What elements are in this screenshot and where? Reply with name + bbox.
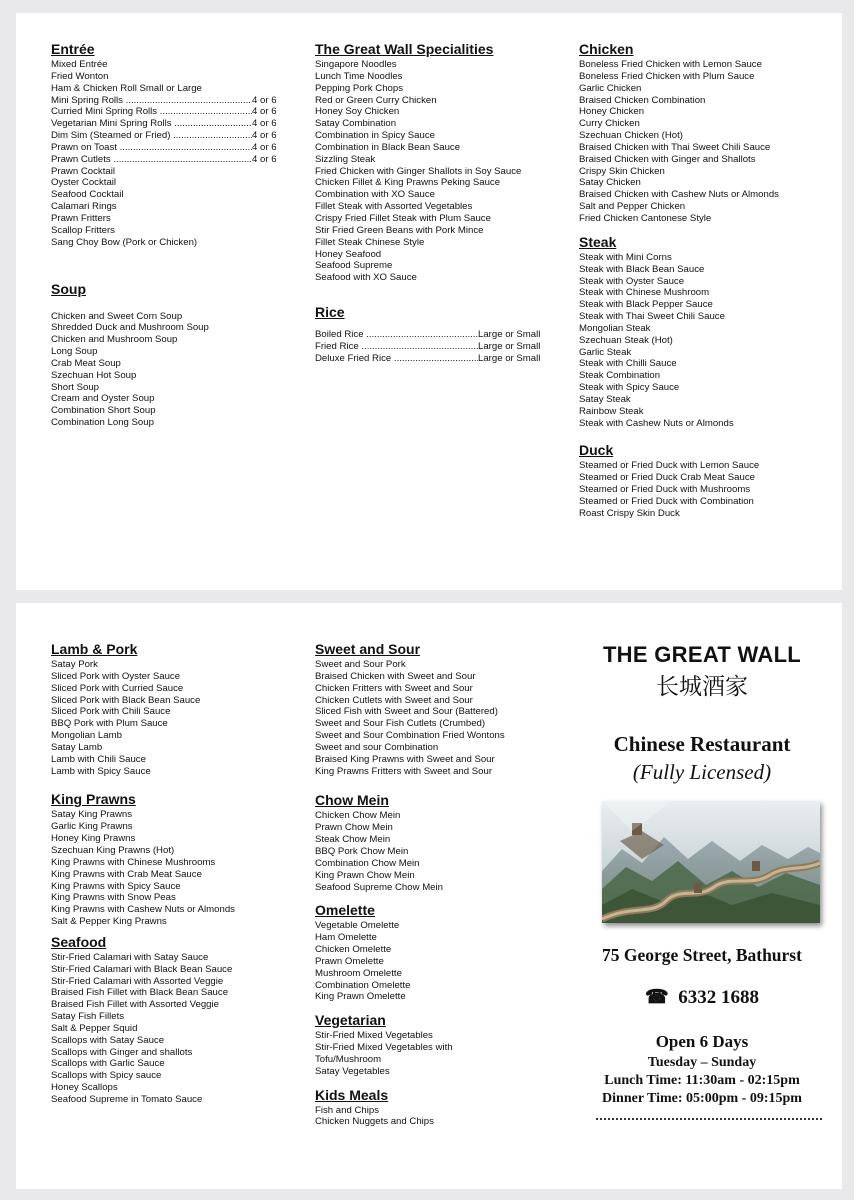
menu-item: Chicken Fillet & King Prawns Peking Sauce [315,177,501,189]
section-title-rice: Rice [315,304,345,321]
menu-item: Calamari Rings [51,201,117,213]
menu-item: Boneless Fried Chicken with Plum Sauce [579,70,755,82]
menu-column-3 [579,41,829,520]
section-vegetarian [315,1012,565,1077]
menu-item: Scallops with Spicy sauce [51,1070,162,1082]
menu-item: Steak Combination [579,370,661,382]
menu-item: Tofu/Mushroom [315,1053,382,1065]
section-omelette [315,902,565,1003]
menu-item: Prawn Cocktail [51,165,115,177]
menu-item: Roast Crispy Skin Duck [579,507,680,519]
menu-item: Garlic King Prawns [51,821,133,833]
menu-item: Long Soup [51,346,98,358]
menu-item: Satay Steak [579,393,631,405]
great-wall-painting [602,801,820,923]
menu-item: Satay Vegetables [315,1065,390,1077]
menu-item: Steak with Cashew Nuts or Almonds [579,417,734,429]
dotted-divider [596,1118,822,1120]
menu-item: Sang Choy Bow (Pork or Chicken) [51,236,198,248]
menu-item-priced: Prawn on Toast ..... 4 or 6 [51,142,301,154]
menu-item: Mixed Entrée [51,59,108,70]
menu-item: Honey Scallops [51,1082,118,1094]
menu-item-priced: Dim Sim (Steamed or Fried) ..... 4 or 6 [51,130,301,142]
menu-item: Chicken and Sweet Corn Soup [51,310,183,322]
menu-item: Sliced Pork with Black Bean Sauce [51,694,201,706]
menu-item: Stir-Fried Mixed Vegetables with [315,1042,453,1054]
menu-item: Sweet and Sour Combination Fried Wontons [315,730,505,742]
section-duck [579,442,829,519]
menu-item: Ham Omelette [315,932,377,944]
section-title-entree: Entrée [51,41,95,57]
menu-item: Braised Chicken with Sweet and Sour [315,670,476,682]
section-king-prawns [51,791,301,927]
menu-item: Seafood Cocktail [51,189,124,201]
menu-item: Prawn Omelette [315,955,384,967]
menu-item: Sliced Pork with Chili Sauce [51,706,171,718]
menu-item: Chicken Fritters with Sweet and Sour [315,682,473,694]
menu-item: Scallops with Ginger and shallots [51,1046,193,1058]
menu-item: BBQ Pork with Plum Sauce [51,718,168,730]
menu-item: Steak with Chinese Mushroom [579,287,710,299]
section-title-lamb-pork: Lamb & Pork [51,641,138,657]
menu-item: Satay Fish Fillets [51,1011,125,1023]
menu-column-1 [51,41,301,429]
menu-column-5 [315,641,565,1128]
menu-item: Lamb with Spicy Sauce [51,765,151,777]
menu-item: Shredded Duck and Mushroom Soup [51,322,209,334]
menu-item: Combination Chow Mein [315,857,420,869]
menu-item: Fried Chicken with Ginger Shallots in Soy Sauce [315,165,522,177]
menu-item: Salt & Pepper King Prawns [51,916,167,928]
section-steak [579,234,829,430]
section-title-king-prawns: King Prawns [51,791,136,808]
section-title-chow-mein: Chow Mein [315,792,389,809]
menu-item: Braised Fish Fillet with Black Bean Sauce [51,987,229,999]
menu-item-priced: Boiled Rice ..... Large or Small [315,329,565,341]
menu-item: Fillet Steak Chinese Style [315,236,425,248]
menu-item: Steamed or Fried Duck with Lemon Sauce [579,460,760,472]
menu-item: Honey Seafood [315,248,382,260]
menu-item-priced: Vegetarian Mini Spring Rolls ..... 4 or 6 [51,118,301,130]
menu-item-priced: Curried Mini Spring Rolls ..... 4 or 6 [51,106,301,118]
menu-item: Ham & Chicken Roll Small or Large [51,82,202,94]
menu-item: Crispy Skin Chicken [579,165,665,177]
menu-item: Lamb with Chili Sauce [51,753,146,765]
menu-item: Braised Chicken with Thai Sweet Chili Sauce [579,141,771,153]
lunch-hours: Lunch Time: 11:30am - 02:15pm [604,1073,800,1088]
dinner-hours: Dinner Time: 05:00pm - 09:15pm [602,1091,802,1106]
menu-item: King Prawns with Chinese Mushrooms [51,856,216,868]
menu-item: Honey Chicken [579,106,645,118]
menu-item: Crab Meat Soup [51,357,121,369]
menu-item: Seafood with XO Sauce [315,272,417,284]
menu-item: Sizzling Steak [315,153,376,165]
menu-item: Satay Chicken [579,177,641,189]
menu-item: Steamed or Fried Duck with Mushrooms [579,484,751,496]
menu-item: Vegetable Omelette [315,920,400,932]
menu-item: Combination Short Soup [51,405,156,417]
menu-item: Chicken Cutlets with Sweet and Sour [315,694,473,706]
menu-item: Chicken Nuggets and Chips [315,1116,434,1128]
menu-item: Sweet and sour Combination [315,741,439,753]
section-title-sweet-sour: Sweet and Sour [315,641,421,657]
menu-item-priced: Prawn Cutlets ..... 4 or 6 [51,154,301,166]
menu-item-priced: Fried Rice ..... Large or Small [315,341,565,353]
menu-item: King Prawn Chow Mein [315,869,415,881]
menu-item: Honey King Prawns [51,833,136,845]
menu-item: Steamed or Fried Duck with Combination [579,496,754,507]
menu-column-4 [51,641,301,1106]
menu-item: Braised Chicken Combination [579,94,706,106]
menu-item: Braised Chicken with Cashew Nuts or Almonds [579,189,779,201]
menu-item: King Prawns with Cashew Nuts or Almonds [51,904,235,916]
menu-item: Steak with Spicy Sauce [579,382,680,394]
phone-number: 6332 1688 [678,987,759,1008]
menu-item: King Prawns with Spicy Sauce [51,880,181,892]
menu-item: Stir-Fried Mixed Vegetables [315,1030,433,1042]
menu-item-priced: Mini Spring Rolls ..... 4 or 6 [51,95,301,107]
opening-days-heading: Open 6 Days [655,1032,749,1051]
restaurant-phone [580,986,824,1010]
menu-item: Garlic Steak [579,346,632,358]
menu-item: BBQ Pork Chow Mein [315,845,409,857]
menu-item: Steak with Mini Corns [579,251,672,263]
menu-item: Steak Chow Mein [315,834,391,846]
menu-item: Scallops with Garlic Sauce [51,1058,165,1070]
menu-item: Szechuan Steak (Hot) [579,334,673,346]
section-specialities [315,41,565,284]
menu-item: Garlic Chicken [579,82,642,94]
opening-days: Tuesday – Sunday [647,1055,757,1070]
menu-item: Sliced Pork with Curried Sauce [51,682,184,694]
menu-item: Sliced Pork with Oyster Sauce [51,670,181,682]
menu-item: Steamed or Fried Duck Crab Meat Sauce [579,472,755,484]
menu-item: Braised Fish Fillet with Assorted Veggie [51,999,219,1011]
section-title-chicken: Chicken [579,41,634,57]
menu-item: Szechuan King Prawns (Hot) [51,844,175,856]
menu-item: Stir-Fried Calamari with Assorted Veggie [51,975,224,987]
menu-item: Stir-Fried Calamari with Black Bean Sauce [51,963,233,975]
section-title-specialities: The Great Wall Specialities [315,41,494,57]
menu-item: Stir-Fried Calamari with Satay Sauce [51,951,209,963]
menu-item: Oyster Cocktail [51,177,117,189]
menu-item: Satay Lamb [51,741,103,753]
menu-item: Red or Green Curry Chicken [315,94,437,106]
menu-item: King Prawns Fritters with Sweet and Sour [315,765,493,777]
menu-item: Pepping Pork Chops [315,82,403,94]
menu-item: Combination in Black Bean Sauce [315,141,461,153]
section-chicken [579,41,829,225]
menu-item: Combination Long Soup [51,417,154,429]
restaurant-subtitle: Chinese Restaurant [613,732,791,756]
section-title-kids-meals: Kids Meals [315,1086,389,1103]
menu-item: Short Soup [51,381,100,393]
menu-item: Braised King Prawns with Sweet and Sour [315,753,495,765]
section-kids-meals [315,1087,565,1129]
restaurant-name-chinese: 长城酒家 [656,674,748,700]
section-title-steak: Steak [579,233,617,250]
menu-item: Salt & Pepper Squid [51,1022,138,1034]
menu-item: Satay Pork [51,659,98,670]
menu-item: Satay King Prawns [51,809,133,821]
menu-page-1 [16,13,842,590]
menu-item: Combination with XO Sauce [315,189,435,201]
menu-item: Stir Fried Green Beans with Pork Mince [315,224,484,236]
menu-item: Satay Combination [315,118,397,130]
menu-item: Fried Chicken Cantonese Style [579,212,712,224]
menu-item: Mongolian Steak [579,322,651,334]
menu-item: Honey Soy Chicken [315,106,400,118]
menu-item: King Prawn Omelette [315,991,406,1003]
restaurant-address: 75 George Street, Bathurst [602,945,802,965]
menu-item-priced: Deluxe Fried Rice ..... Large or Small [315,353,565,365]
menu-item: Chicken Chow Mein [315,810,401,822]
menu-page-2 [16,603,842,1189]
section-title-soup: Soup [51,280,86,297]
menu-item: Steak with Black Pepper Sauce [579,299,713,311]
menu-item: Fish and Chips [315,1104,379,1116]
menu-item: Rainbow Steak [579,405,644,417]
menu-item: Szechuan Hot Soup [51,369,137,381]
menu-item: Fillet Steak with Assorted Vegetables [315,201,473,213]
menu-item: Scallops with Satay Sauce [51,1034,165,1046]
menu-item: Scallop Fritters [51,224,115,236]
menu-item: Steak with Oyster Sauce [579,275,685,287]
section-entree [51,41,301,249]
menu-item: Prawn Fritters [51,212,111,224]
menu-item: Cream and Oyster Soup [51,393,155,405]
menu-item: Steak with Thai Sweet Chili Sauce [579,311,725,323]
menu-item: Steak with Chilli Sauce [579,358,677,370]
menu-item: Singapore Noodles [315,59,397,70]
section-lamb-pork [51,641,301,777]
menu-item: Braised Chicken with Ginger and Shallots [579,153,756,165]
menu-item: Seafood Supreme Chow Mein [315,881,443,893]
section-title-seafood: Seafood [51,933,107,950]
section-title-duck: Duck [579,442,614,459]
menu-item: Salt and Pepper Chicken [579,201,686,213]
menu-column-2 [315,41,565,365]
menu-item: Combination Omelette [315,979,411,991]
section-title-omelette: Omelette [315,902,375,919]
menu-item: Curry Chicken [579,118,640,130]
section-sweet-sour [315,641,565,777]
menu-item: Mongolian Lamb [51,730,122,742]
phone-icon: ☎ [645,987,669,1008]
license-note: (Fully Licensed) [632,760,772,784]
menu-item: Chicken and Mushroom Soup [51,334,178,346]
menu-item: Sweet and Sour Fish Cutlets (Crumbed) [315,718,486,730]
menu-item: King Prawns with Snow Peas [51,892,176,904]
menu-item: Crispy Fried Fillet Steak with Plum Sauce [315,212,491,224]
menu-item: Sliced Fish with Sweet and Sour (Battered) [315,706,498,718]
menu-item: Fried Wonton [51,70,109,82]
menu-item: King Prawns with Crab Meat Sauce [51,868,202,880]
section-seafood [51,934,301,1106]
menu-item: Steak with Black Bean Sauce [579,263,705,275]
menu-item: Boneless Fried Chicken with Lemon Sauce [579,59,762,70]
section-rice [315,304,565,365]
menu-item: Combination in Spicy Sauce [315,130,435,142]
restaurant-name: THE GREAT WALL [602,642,802,667]
section-soup [51,281,301,429]
menu-item: Seafood Supreme [315,260,393,272]
menu-item: Lunch Time Noodles [315,70,403,82]
menu-item: Chicken Omelette [315,944,392,956]
menu-item: Szechuan Chicken (Hot) [579,130,683,142]
menu-item: Prawn Chow Mein [315,822,393,834]
section-title-vegetarian: Vegetarian [315,1012,386,1029]
section-chow-mein [315,792,565,893]
menu-item: Seafood Supreme in Tomato Sauce [51,1094,203,1105]
menu-item: Mushroom Omelette [315,967,402,979]
menu-item: Sweet and Sour Pork [315,659,406,670]
